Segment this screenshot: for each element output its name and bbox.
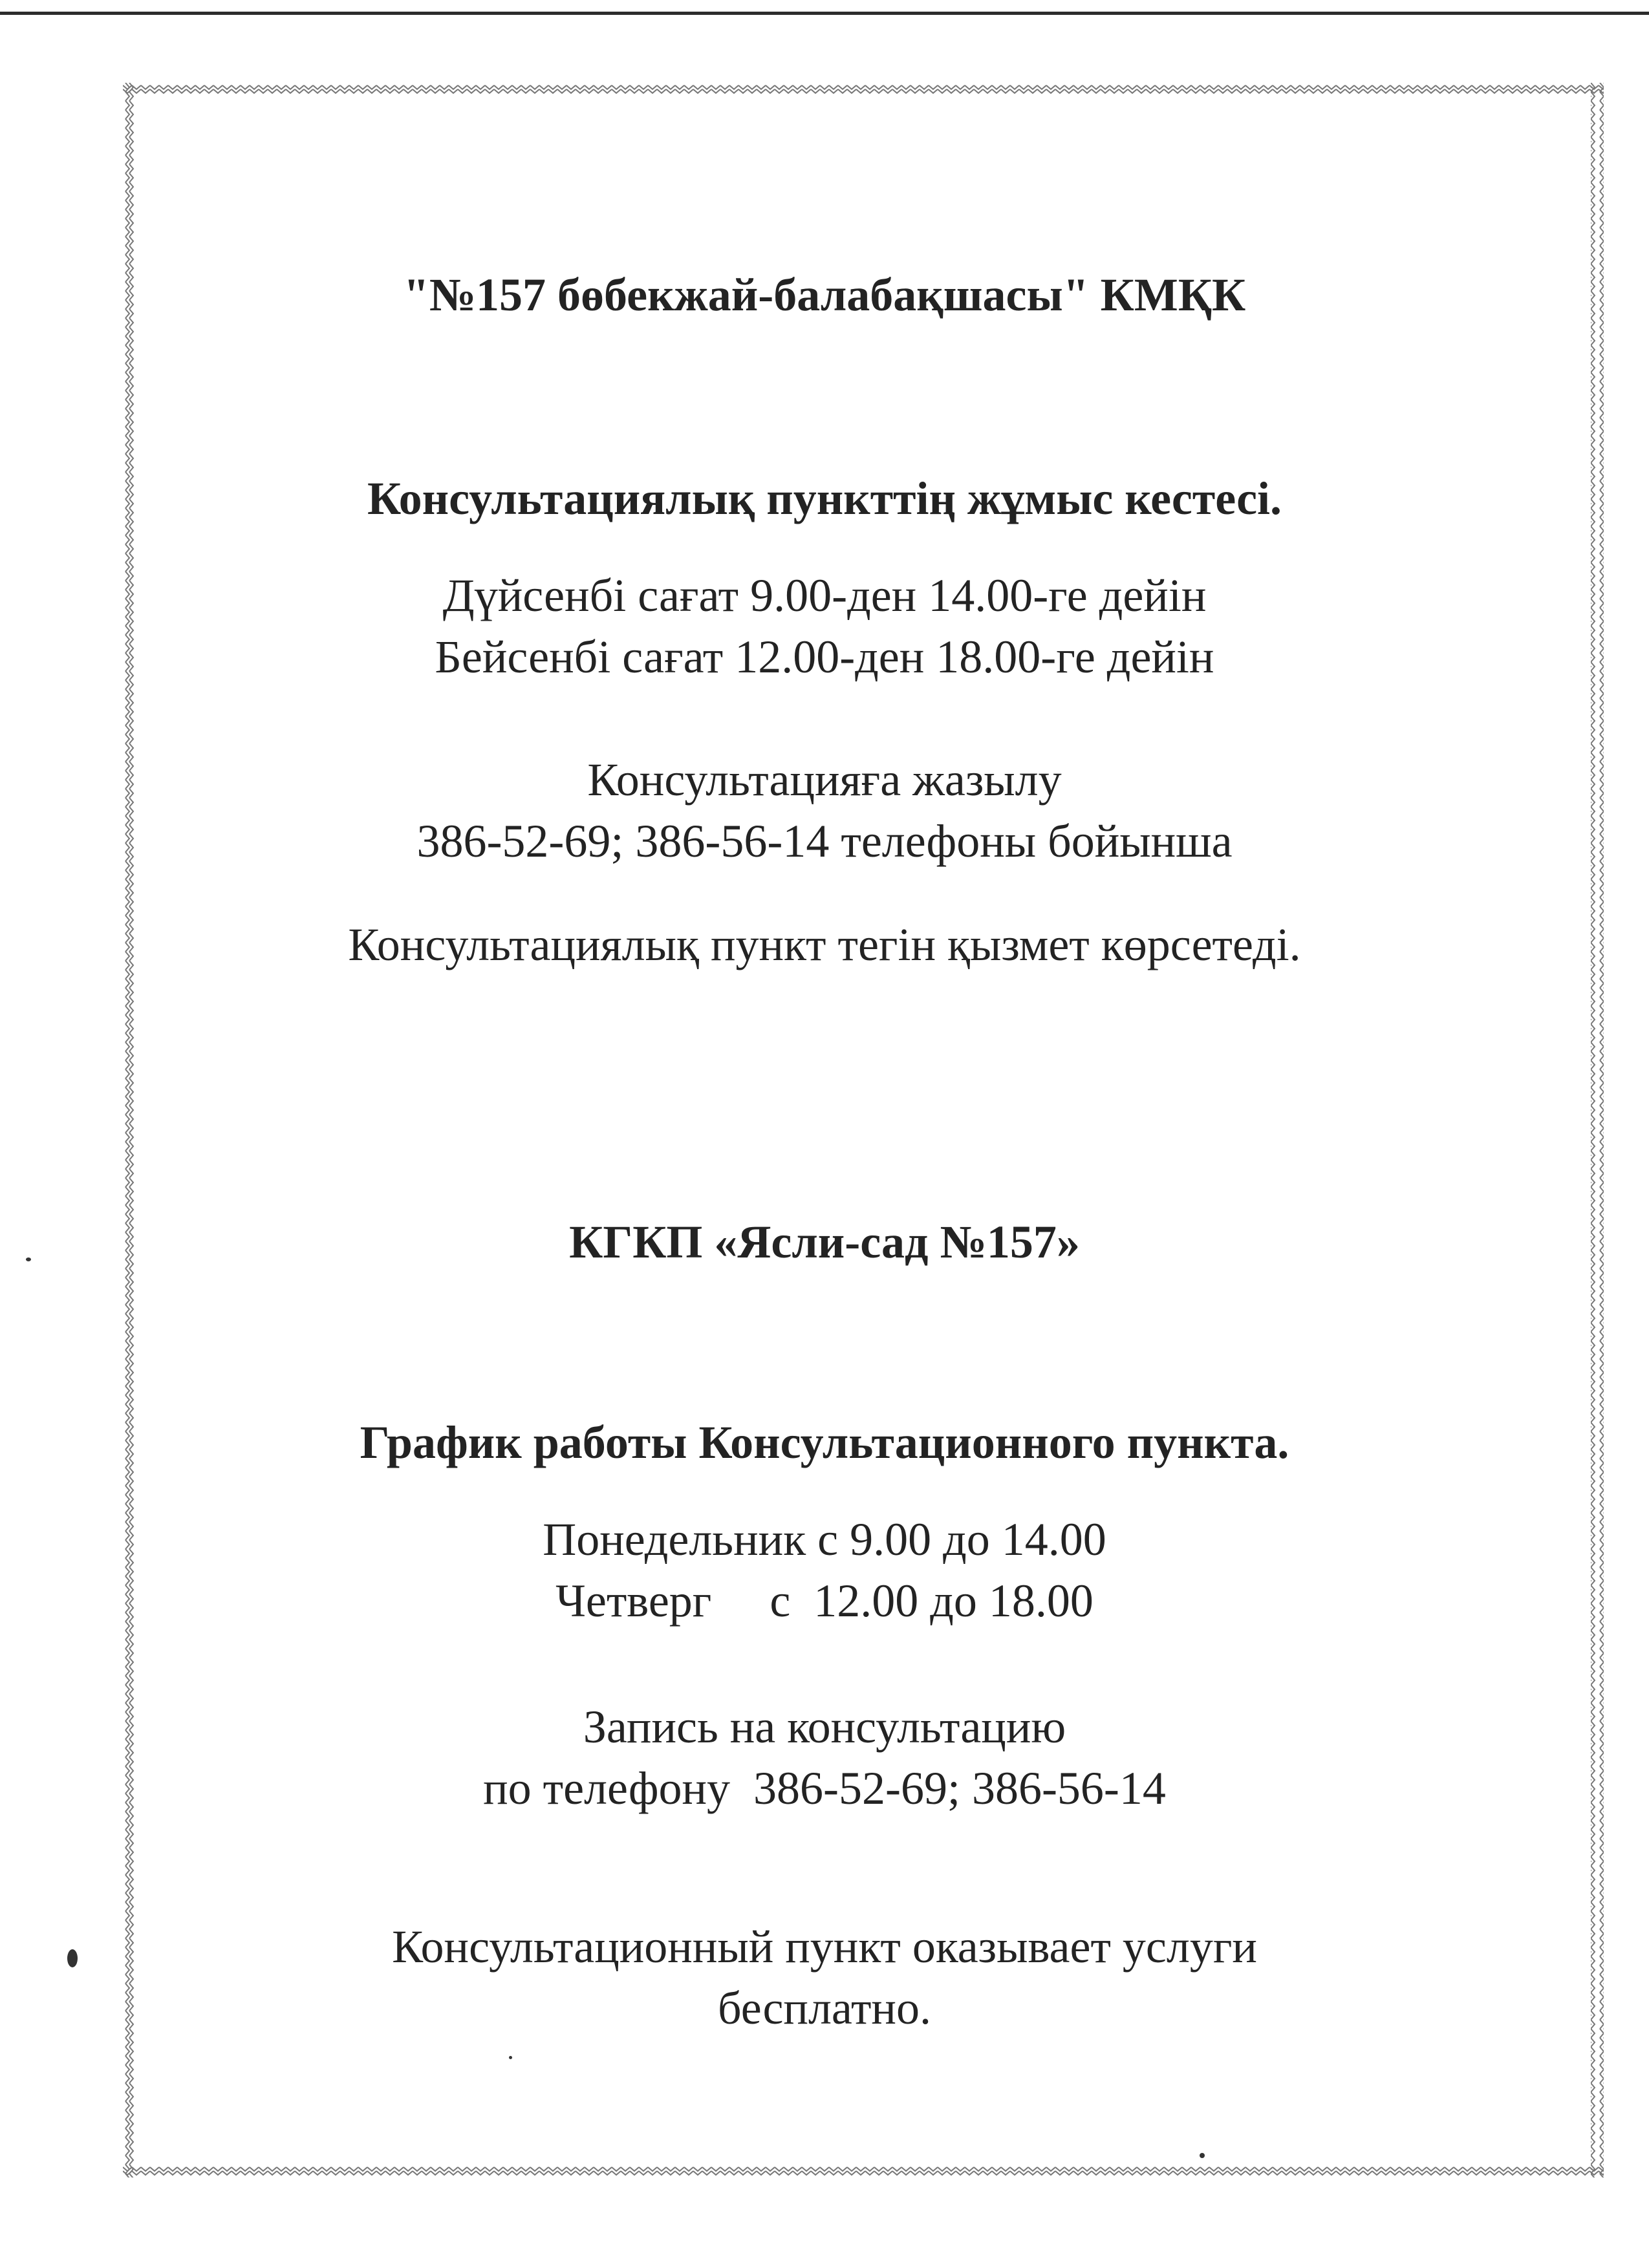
decorative-border [123,83,1604,2177]
scan-speck [509,2056,512,2059]
kazakh-org-name: "№157 бөбекжай-балабақшасы" КМҚК [403,269,1246,321]
russian-signup-phones: по телефону 386-52-69; 386-56-14 [483,1762,1166,1814]
kazakh-signup-label: Консультацияға жазылу [587,754,1062,806]
kazakh-schedule-thursday: Бейсенбі сағат 12.00-ден 18.00-ге дейін [435,631,1214,683]
russian-org-name: КГКП «Ясли-сад №157» [569,1216,1080,1268]
russian-free-service-line1: Консультационный пункт оказывает услуги [392,1921,1257,1973]
kazakh-schedule-monday: Дүйсенбі сағат 9.00-ден 14.00-ге дейін [442,570,1207,621]
kazakh-free-service: Консультациялық пункт тегін қызмет көрсетеді. [348,919,1301,970]
scan-speck [67,1949,78,1967]
kazakh-schedule-title: Консультациялық пункттің жұмыс кестесі. [367,473,1282,524]
russian-schedule-thursday: Четверг с 12.00 до 18.00 [555,1575,1094,1627]
kazakh-signup-phones: 386-52-69; 386-56-14 телефоны бойынша [416,815,1233,867]
russian-signup-label: Запись на консультацию [583,1701,1066,1753]
russian-schedule-monday: Понедельник с 9.00 до 14.00 [543,1514,1106,1565]
scan-edge-line [0,12,1649,15]
russian-free-service-line2: бесплатно. [718,1982,931,2034]
russian-schedule-title: График работы Консультационного пункта. [360,1417,1289,1468]
scan-speck [1200,2153,1205,2158]
scan-speck [26,1257,31,1261]
